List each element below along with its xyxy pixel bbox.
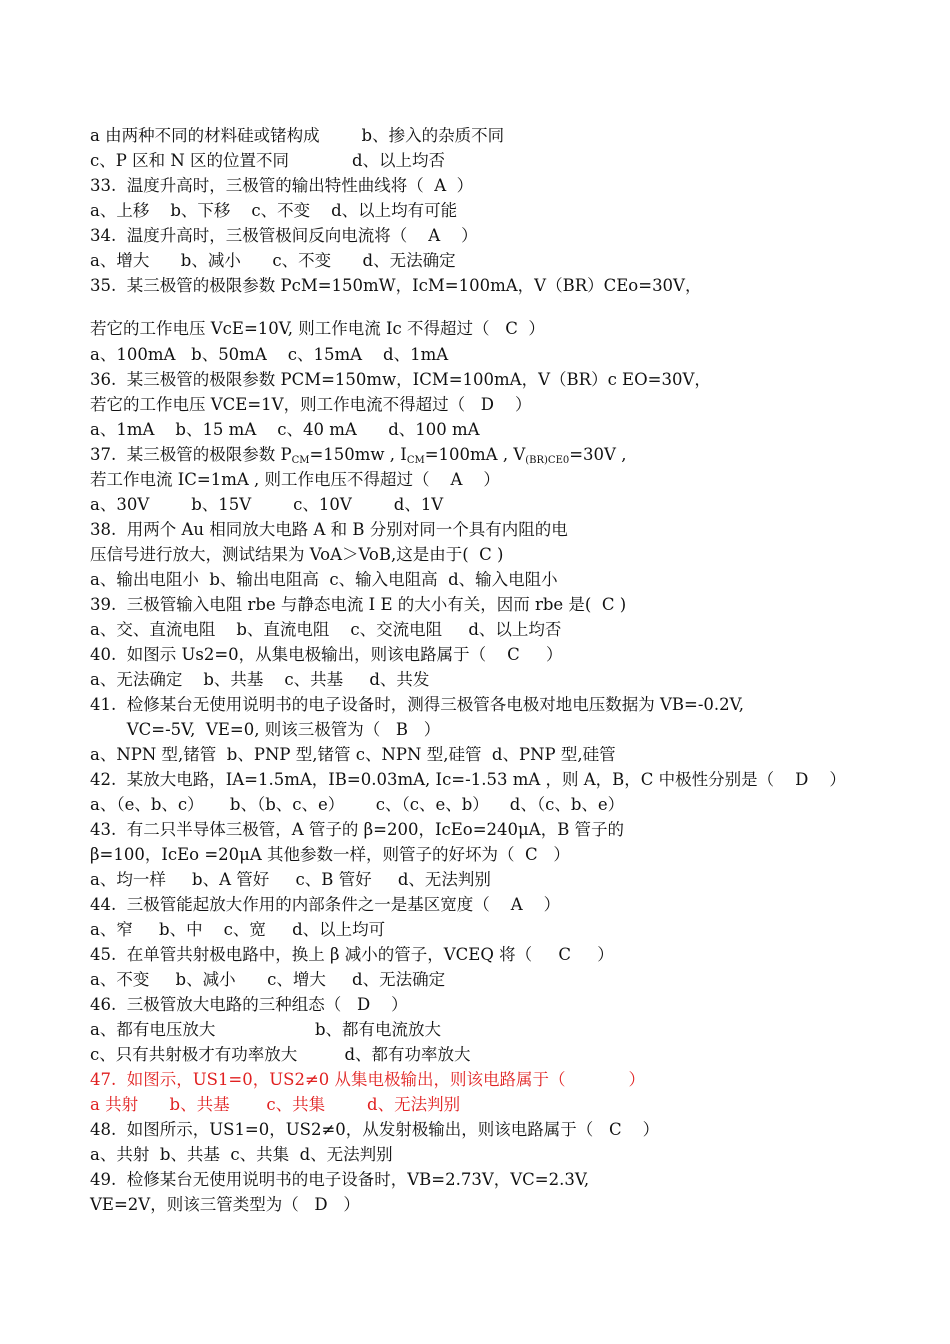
- options-41: a、NPN 型,锗管 b、PNP 型,锗管 c、NPN 型,硅管 d、PNP 型,硅管: [90, 745, 616, 764]
- options-44: a、窄 b、中 c、宽 d、以上均可: [90, 920, 386, 939]
- options-37: a、30V b、15V c、10V d、1V: [90, 495, 444, 514]
- options-40: a、无法确定 b、共基 c、共基 d、共发: [90, 670, 430, 689]
- question-49: 49. 检修某台无使用说明书的电子设备时，VB=2.73V，VC=2.3V,: [90, 1170, 590, 1189]
- options-33: a、上移 b、下移 c、不变 d、以上均有可能: [90, 201, 458, 220]
- question-47: 47. 如图示，US1=0，US2≠0 从集电极输出，则该电路属于（ ）: [90, 1070, 645, 1089]
- question-37: [90, 444, 626, 472]
- options-39: a、交、直流电阻 b、直流电阻 c、交流电阻 d、以上均否: [90, 620, 562, 639]
- options-42: a、（e、b、c） b、（b、c、e） c、（c、e、b） d、（c、b、e）: [90, 795, 625, 814]
- text-line: a 由两种不同的材料硅或锗构成 b、掺入的杂质不同: [90, 126, 505, 145]
- question-43: 43. 有二只半导体三极管，A 管子的 β=200，IcEo=240μA，B 管子的: [90, 820, 625, 839]
- question-49-cont: VE=2V，则该三管类型为（ D ）: [90, 1195, 360, 1214]
- q37-mid2: =100mA , V: [424, 445, 526, 464]
- options-45: a、不变 b、减小 c、增大 d、无法确定: [90, 970, 446, 989]
- q37-suffix: =30V ,: [569, 445, 627, 464]
- question-36-cont: 若它的工作电压 VCE=1V，则工作电流不得超过（ D ）: [90, 395, 532, 414]
- question-39: 39. 三极管输入电阻 rbe 与静态电流 I E 的大小有关，因而 rbe 是( C ): [90, 595, 627, 614]
- q37-mid1: =150mw , I: [309, 445, 407, 464]
- question-35: 35. 某三极管的极限参数 PcM=150mW，IcM=100mA，V（BR）CEo=30V，: [90, 276, 702, 295]
- question-45: 45. 在单管共射极电路中，换上 β 减小的管子，VCEQ 将（ C ）: [90, 945, 614, 964]
- options-48: a、共射 b、共基 c、共集 d、无法判别: [90, 1145, 393, 1164]
- options-47: a 共射 b、共基 c、共集 d、无法判别: [90, 1095, 461, 1114]
- text-line: c、P 区和 N 区的位置不同 d、以上均否: [90, 151, 446, 170]
- question-48: 48. 如图所示，US1=0，US2≠0，从发射极输出，则该电路属于（ C ）: [90, 1120, 660, 1139]
- question-46: 46. 三极管放大电路的三种组态（ D ）: [90, 995, 408, 1014]
- question-33: 33. 温度升高时，三极管的输出特性曲线将（ A ）: [90, 176, 474, 195]
- question-36: 36. 某三极管的极限参数 PCM=150mw，ICM=100mA，V（BR）c EO=30V，: [90, 370, 711, 389]
- options-46-b: c、只有共射极才有功率放大 d、都有功率放大: [90, 1045, 471, 1064]
- options-34: a、增大 b、减小 c、不变 d、无法确定: [90, 251, 456, 270]
- question-41: 41. 检修某台无使用说明书的电子设备时，测得三极管各电极对地电压数据为 VB=-0.2V,: [90, 695, 744, 714]
- question-38-cont: 压信号进行放大，测试结果为 VoA＞VoB,这是由于( C ): [90, 545, 504, 564]
- question-40: 40. 如图示 Us2=0，从集电极输出，则该电路属于（ C ）: [90, 645, 563, 664]
- options-43: a、均一样 b、A 管好 c、B 管好 d、无法判别: [90, 870, 491, 889]
- question-37-cont: 若工作电流 IC=1mA , 则工作电压不得超过（ A ）: [90, 470, 500, 489]
- question-43-cont: β=100，IcEo =20μA 其他参数一样，则管子的好坏为（ C ）: [90, 845, 570, 864]
- options-46-a: a、都有电压放大 b、都有电流放大: [90, 1020, 442, 1039]
- question-41-cont: VC=-5V, VE=0, 则该三极管为（ B ）: [90, 720, 441, 739]
- q37-sub-pcm: CM: [291, 455, 310, 466]
- options-35: a、100mA b、50mA c、15mA d、1mA: [90, 345, 449, 364]
- question-44: 44. 三极管能起放大作用的内部条件之一是基区宽度（ A ）: [90, 895, 561, 914]
- q37-prefix: 37. 某三极管的极限参数 P: [90, 445, 292, 464]
- options-36: a、1mA b、15 mA c、40 mA d、100 mA: [90, 420, 480, 439]
- q37-sub-icm: CM: [406, 455, 425, 466]
- question-35-cont: 若它的工作电压 VcE=10V, 则工作电流 Ic 不得超过（ C ）: [90, 319, 545, 338]
- question-38: 38. 用两个 Au 相同放大电路 A 和 B 分别对同一个具有内阻的电: [90, 520, 568, 539]
- question-34: 34. 温度升高时，三极管极间反向电流将（ A ）: [90, 226, 478, 245]
- question-42: 42. 某放大电路，IA=1.5mA，IB=0.03mA, Ic=-1.53 mA ，则 A，B，C 中极性分别是（ D ）: [90, 770, 846, 789]
- options-38: a、输出电阻小 b、输出电阻高 c、输入电阻高 d、输入电阻小: [90, 570, 558, 589]
- q37-sub-vbr: (BR)CE0: [525, 455, 570, 466]
